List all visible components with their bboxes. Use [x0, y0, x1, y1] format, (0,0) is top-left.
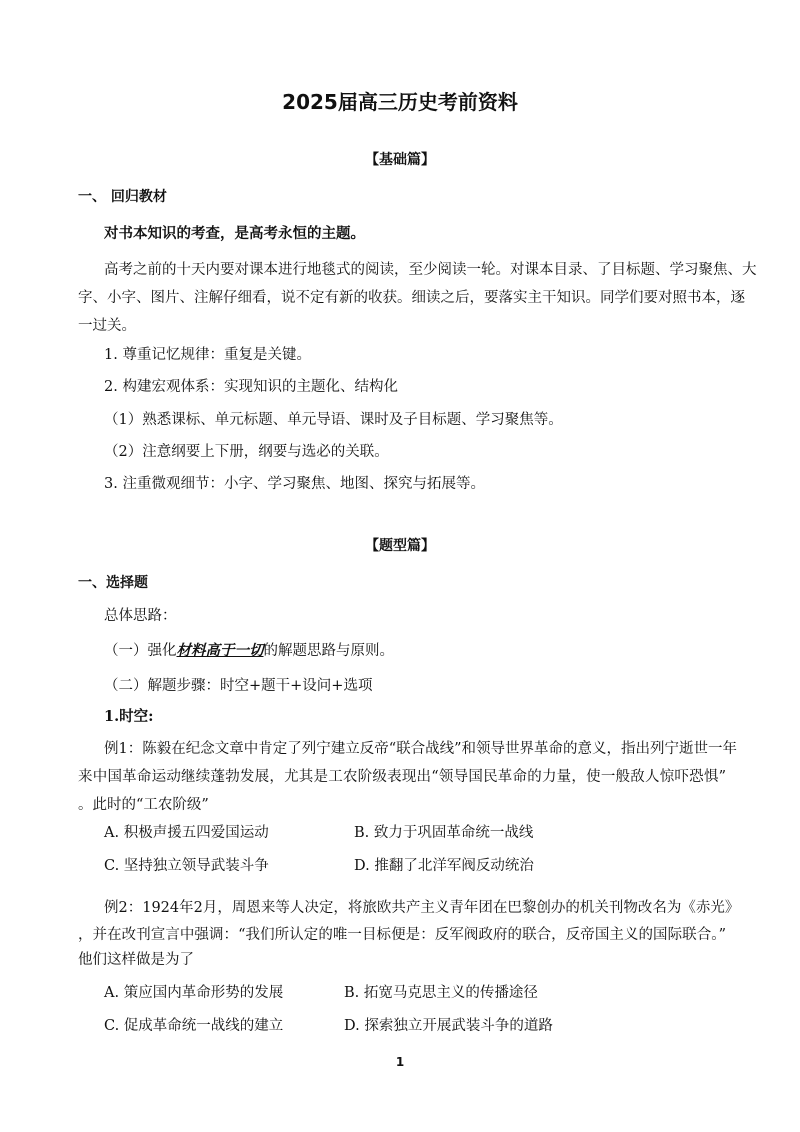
example-1-option-d: D. 推翻了北洋军阀反动统治 — [354, 858, 534, 874]
basics-paragraph-line-1: 高考之前的十天内要对课本进行地毯式的阅读，至少阅读一轮。对课本目录、了目标题、学习聚焦、大 — [104, 262, 757, 278]
example-2-line-2: ，并在改刊宣言中强调：“我们所认定的唯一目标便是：反军阀政府的联合，反帝国主义的国际联合。” — [78, 927, 726, 943]
example-2-option-b: B. 拓宽马克思主义的传播途径 — [344, 985, 538, 1001]
types-point-1-prefix: （一）强化 — [104, 643, 177, 659]
types-subheading-1: 1.时空: — [104, 708, 154, 725]
example-1-line-1: 例1：陈毅在纪念文章中肯定了列宁建立反帝“联合战线”和领导世界革命的意义，指出列宁逝世一年 — [104, 741, 738, 757]
types-point-1 — [104, 641, 394, 661]
example-1-line-2: 来中国革命运动继续蓬勃发展，尤其是工农阶级表现出“领导国民革命的力量，使一般敌人惊吓恐惧” — [78, 769, 726, 785]
basics-item-2a: （1）熟悉课标、单元标题、单元导语、课时及子目标题、学习聚焦等。 — [104, 412, 563, 428]
types-point-1-emphasis: 材料高于一切 — [176, 642, 264, 659]
example-2-line-1: 例2：1924年2月，周恩来等人决定，将旅欧共产主义青年团在巴黎创办的机关刊物改名为《赤光》 — [104, 900, 740, 916]
types-point-2: （二）解题步骤：时空+题干+设问+选项 — [104, 678, 373, 694]
basics-paragraph-line-2: 字、小字、图片、注解仔细看，说不定有新的收获。细读之后，要落实主干知识。同学们要对照书本，逐 — [78, 290, 745, 306]
example-2-line-3: 他们这样做是为了 — [78, 952, 194, 968]
types-overall: 总体思路： — [104, 608, 177, 624]
types-point-1-suffix: 的解题思路与原则。 — [263, 643, 394, 659]
basics-item-1: 1. 尊重记忆规律：重复是关键。 — [104, 347, 311, 363]
basics-item-3: 3. 注重微观细节：小字、学习聚焦、地图、探究与拓展等。 — [104, 476, 485, 492]
basics-paragraph-line-3: 一过关。 — [78, 318, 136, 334]
example-2-option-d: D. 探索独立开展武装斗争的道路 — [344, 1018, 553, 1034]
page-number: 1 — [395, 1055, 405, 1069]
example-2-option-a: A. 策应国内革命形势的发展 — [104, 985, 284, 1001]
example-2-option-c: C. 促成革命统一战线的建立 — [104, 1018, 284, 1034]
basics-item-2: 2. 构建宏观体系：实现知识的主题化、结构化 — [104, 379, 398, 395]
example-1-option-b: B. 致力于巩固革命统一战线 — [354, 825, 534, 841]
document-title: 2025届高三历史考前资料 — [282, 90, 518, 114]
example-1-option-a: A. 积极声援五四爱国运动 — [104, 825, 269, 841]
example-1-line-3: 。此时的“工农阶级” — [78, 797, 209, 813]
types-heading: 【题型篇】 — [365, 538, 435, 554]
example-1-option-c: C. 坚持独立领导武装斗争 — [104, 858, 269, 874]
basics-item-2b: （2）注意纲要上下册，纲要与选必的关联。 — [104, 444, 389, 460]
basics-lead: 对书本知识的考查，是高考永恒的主题。 — [104, 225, 365, 242]
basics-heading: 【基础篇】 — [365, 152, 435, 168]
basics-section-heading: 一、 回归教材 — [78, 189, 167, 205]
types-section-heading: 一、选择题 — [78, 575, 148, 591]
